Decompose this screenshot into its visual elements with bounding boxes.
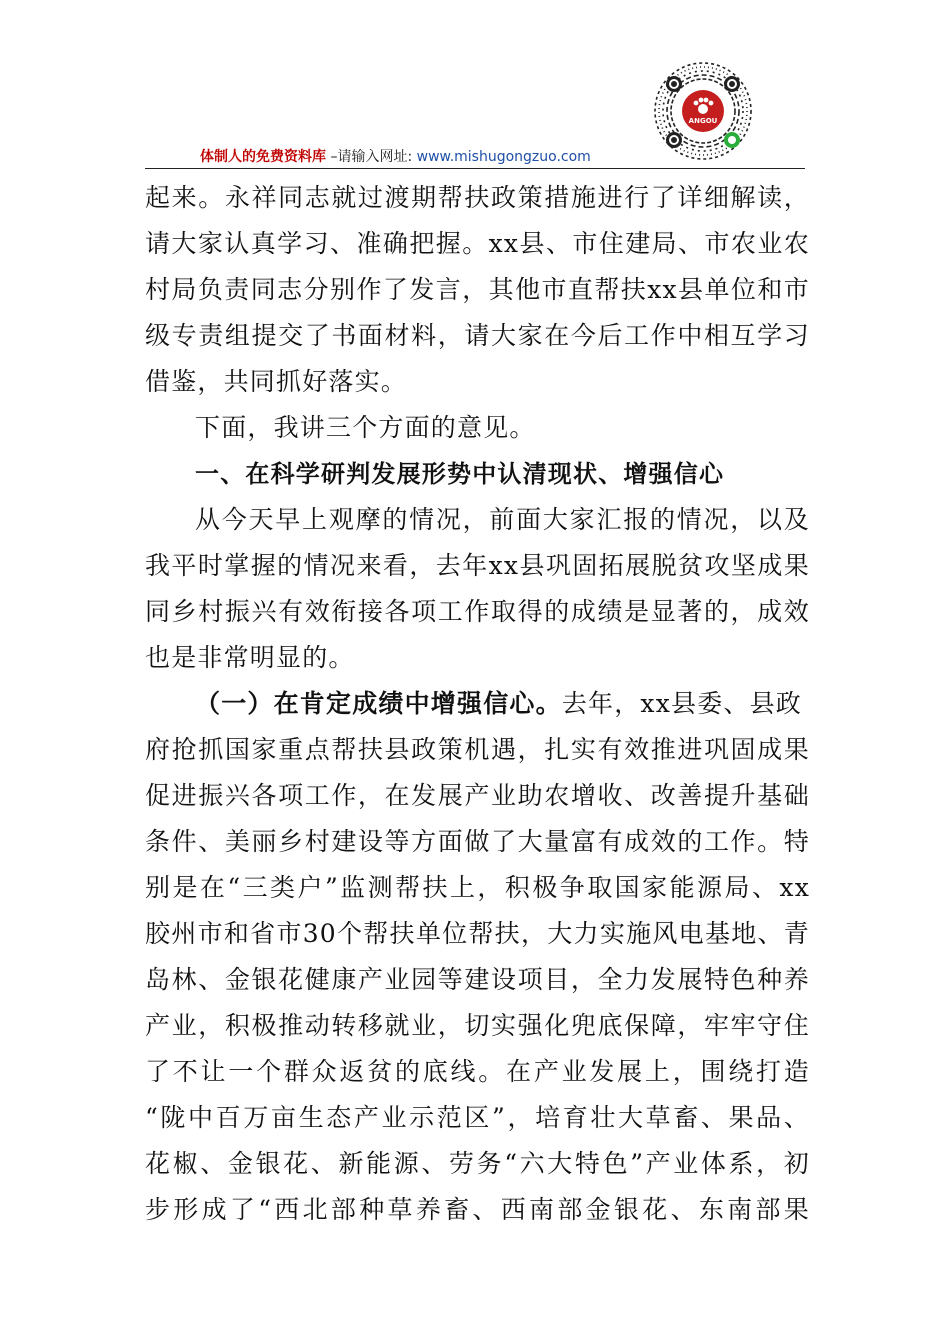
header-text bbox=[200, 146, 591, 166]
section-heading: 一、在科学研判发展形势中认清现状、增强信心 bbox=[195, 460, 725, 488]
text-line: 也是非常明显的。 bbox=[145, 643, 355, 672]
text-line bbox=[145, 681, 810, 727]
text-line: 级专责组提交了书面材料，请大家在今后工作中相互学习 bbox=[145, 321, 810, 350]
text-line: 条件、美丽乡村建设等方面做了大量富有成效的工作。特 bbox=[145, 827, 810, 856]
text-line: 了不让一个群众返贫的底线。在产业发展上，围绕打造 bbox=[145, 1057, 810, 1086]
text-line: 步形成了“西北部种草养畜、西南部金银花、东南部果 bbox=[145, 1195, 810, 1224]
header-url[interactable]: www.mishugongzuo.com bbox=[416, 149, 591, 165]
qr-logo-text: ANGOU bbox=[688, 117, 718, 125]
text-line: 府抢抓国家重点帮扶县政策机遇，扎实有效推进巩固成果 bbox=[145, 735, 810, 764]
header-brand: 体制人的免费资料库 bbox=[200, 149, 326, 165]
text-line: 花椒、金银花、新能源、劳务“六大特色”产业体系，初 bbox=[145, 1149, 810, 1178]
page-header bbox=[145, 142, 805, 169]
text-line: 村局负责同志分别作了发言，其他市直帮扶xx县单位和市 bbox=[145, 275, 810, 304]
subsection-text: 去年，xx县委、县政 bbox=[561, 689, 803, 718]
text-line: 岛林、金银花健康产业园等建设项目，全力发展特色种养 bbox=[145, 965, 810, 994]
text-line: 产业，积极推动转移就业，切实强化兜底保障，牢牢守住 bbox=[145, 1011, 810, 1040]
text-line: 同乡村振兴有效衔接各项工作取得的成绩是显著的，成效 bbox=[145, 597, 810, 626]
text-line: 起来。永祥同志就过渡期帮扶政策措施进行了详细解读， bbox=[145, 183, 810, 212]
header-prompt: –请输入网址: bbox=[326, 149, 417, 165]
subsection-title: （一）在肯定成绩中增强信心。 bbox=[195, 689, 562, 718]
text-line: 下面，我讲三个方面的意见。 bbox=[195, 413, 536, 442]
text-line: 从今天早上观摩的情况，前面大家汇报的情况，以及 bbox=[195, 505, 810, 534]
text-line: “陇中百万亩生态产业示范区”，培育壮大草畜、果品、 bbox=[145, 1103, 810, 1132]
text-line: 促进振兴各项工作，在发展产业助农增收、改善提升基础 bbox=[145, 781, 810, 810]
text-line: 胶州市和省市30个帮扶单位帮扶，大力实施风电基地、青 bbox=[145, 919, 810, 948]
text-line: 借鉴，共同抓好落实。 bbox=[145, 367, 408, 396]
document-body bbox=[145, 175, 810, 1233]
text-line: 别是在“三类户”监测帮扶上，积极争取国家能源局、xx bbox=[145, 873, 810, 902]
text-line: 请大家认真学习、准确把握。xx县、市住建局、市农业农 bbox=[145, 229, 810, 258]
text-line: 我平时掌握的情况来看，去年xx县巩固拓展脱贫攻坚成果 bbox=[145, 551, 810, 580]
